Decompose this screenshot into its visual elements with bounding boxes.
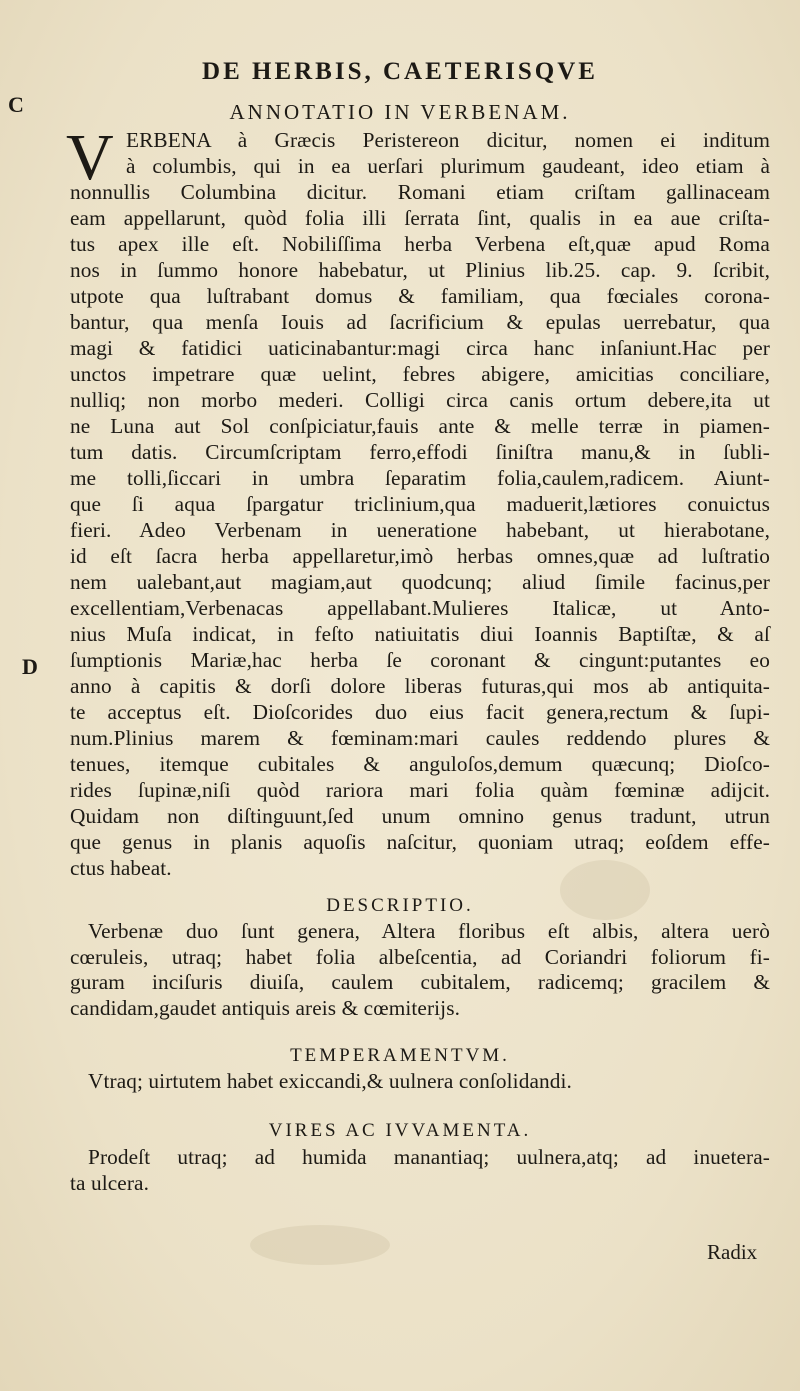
margin-letter-d: D [22, 654, 38, 679]
text-line: tum datis. Circumſcriptam ferro,effodi ſiniſtra manu,& in ſubli- [70, 440, 770, 464]
text-line: que genus in planis aquoſis naſcitur, quoniam utraq; eoſdem effe- [70, 830, 770, 854]
text-line: bantur, qua menſa Iouis ad ſacrificium & epulas uerrebatur, qua [70, 310, 770, 334]
text-line: excellentiam,Verbenacas appellabant.Mulieres Italicæ, ut Anto- [70, 596, 770, 620]
text-line: Prodeſt utraq; ad humida manantiaq; uulnera,atq; ad inuetera- [88, 1145, 770, 1169]
text-line: cœruleis, utraq; habet folia albeſcentia, ad Coriandri foliorum fi- [70, 944, 770, 969]
text-line: ta ulcera. [70, 1170, 150, 1195]
text-line: ſumptionis Mariæ,hac herba ſe coronant & cingunt:putantes eo [70, 648, 770, 672]
text-line: id eſt ſacra herba appellaretur,imò herbas omnes,quæ ad luſtratio [70, 544, 770, 568]
text-line: ctus habeat. [70, 856, 172, 880]
text-line: anno à capitis & dorſi dolore liberas futuras,qui mos ab antiquita- [70, 674, 770, 698]
text-line: num.Plinius marem & fœminam:mari caules reddendo plures & [70, 726, 770, 750]
heading-temperamentum: TEMPERAMENTVM. [290, 1045, 510, 1066]
text-line: à columbis, qui in ea uerſari plurimum gaudeant, ideo etiam à [126, 154, 770, 178]
text-line: me tolli,ſiccari in umbra ſeparatim folia,caulem,radicem. Aiunt- [70, 466, 770, 490]
text-line: Quidam non diſtinguunt,ſed unum omnino genus tradunt, utrun [70, 804, 770, 828]
text-line: ERBENA à Græcis Peristereon dicitur, nomen ei inditum [126, 128, 770, 152]
text-line: nulliq; non morbo mederi. Colligi circa canis ortum debere,ita ut [70, 388, 770, 412]
text-line: rides ſupinæ,niſi quòd rariora mari folia quàm fœminæ adijcit. [70, 778, 770, 802]
text-line: fieri. Adeo Verbenam in ueneratione habebant, ut hierabotane, [70, 518, 770, 542]
drop-capital: V [66, 121, 114, 194]
text-line: nem ualebant,aut magiam,aut quodcunq; aliud ſimile facinus,per [70, 570, 770, 594]
text-line: tenues, itemque cubitales & anguloſos,demum quæcunq; Dioſco- [70, 752, 770, 776]
section-title: ANNOTATIO IN VERBENAM. [229, 100, 571, 124]
text-line: Verbenæ duo ſunt genera, Altera floribus eſt albis, altera uerò [88, 919, 770, 943]
text-line: te acceptus eſt. Dioſcorides duo eius facit genera,rectum & ſupi- [70, 700, 770, 724]
heading-descriptio: DESCRIPTIO. [326, 895, 474, 916]
text-line: que ſi aqua ſpargatur triclinium,qua maduerit,lætiores conuictus [70, 492, 770, 516]
text-line: ne Luna aut Sol conſpiciatur,fauis ante & melle terræ in piamen- [70, 414, 770, 438]
text-line: magi & fatidici uaticinabantur:magi circa hanc inſaniunt.Hac per [70, 336, 770, 360]
paper-stain [250, 1225, 390, 1265]
text-line: guram inciſuris diuiſa, caulem cubitalem, radicemq; gracilem & [70, 970, 770, 994]
text-line: nonnullis Columbina dicitur. Romani etiam criſtam gallinaceam [70, 180, 770, 204]
text-line: tus apex ille eſt. Nobiliſſima herba Verbena eſt,quæ apud Roma [70, 232, 770, 256]
running-header: DE HERBIS, CAETERISQVE [202, 58, 598, 85]
text-line: utpote qua luſtrabant domus & familiam, qua fœciales corona- [70, 284, 770, 308]
text-line: eam appellarunt, quòd folia illi ſerrata ſint, qualis in ea aue criſta- [70, 206, 770, 230]
text-line: nos in ſummo honore habebatur, ut Plinius lib.25. cap. 9. ſcribit, [70, 258, 770, 282]
margin-letter-c: C [8, 92, 24, 117]
text-line: candidam,gaudet antiquis areis & cœmiterijs. [70, 995, 461, 1020]
heading-vires: VIRES AC IVVAMENTA. [268, 1120, 532, 1141]
text-line: unctos impetrare quæ uelint, febres abigere, amicitias conciliare, [70, 362, 770, 386]
text-line: nius Muſa indicat, in feſto natiuitatis diui Ioannis Baptiſtæ, & aſ [70, 622, 770, 646]
catchword: Radix [707, 1240, 758, 1264]
text-line: Vtraq; uirtutem habet exiccandi,& uulnera conſolidandi. [88, 1069, 572, 1093]
